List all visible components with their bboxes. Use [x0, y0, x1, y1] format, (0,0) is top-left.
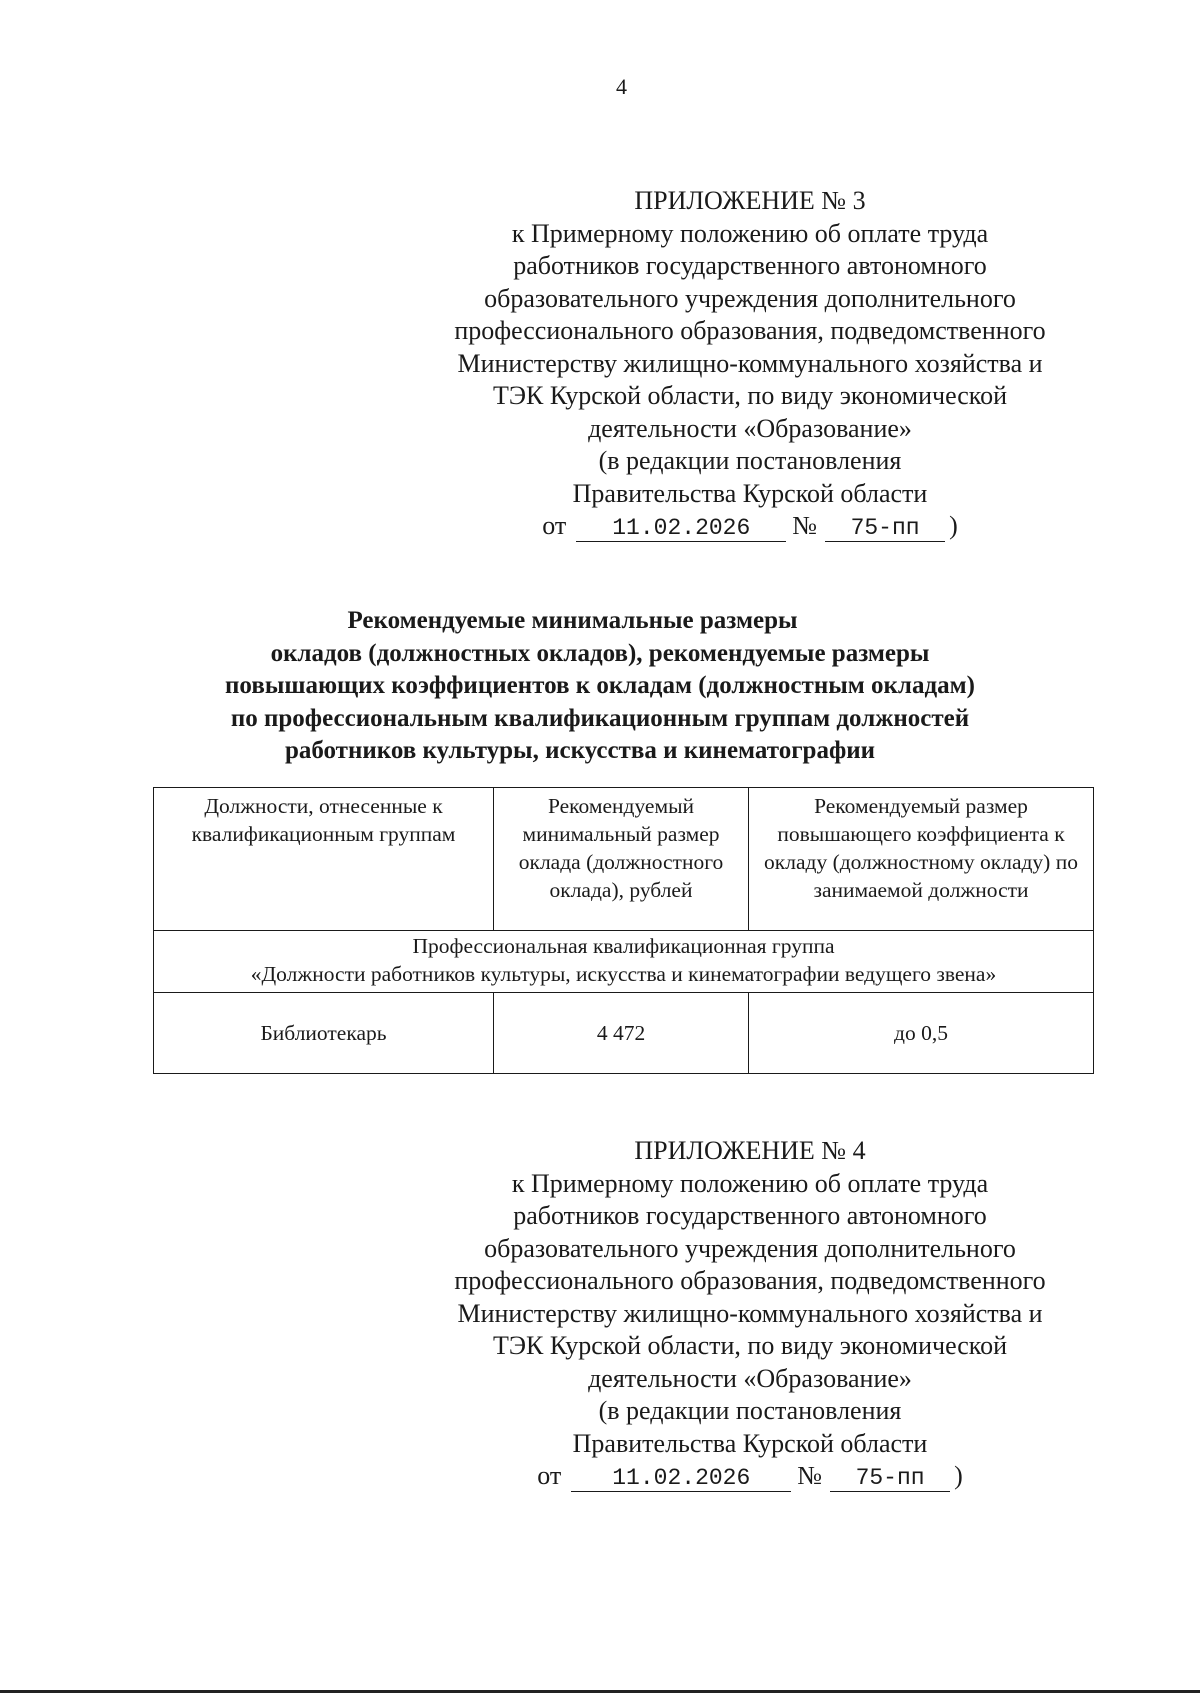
- appendix-4-line: (в редакции постановления: [598, 1396, 902, 1425]
- header-coefficient: Рекомендуемый размер повышающего коэффициента к окладу (должностному окладу) по занимаемой должности: [749, 788, 1094, 931]
- page-number: 4: [616, 74, 627, 99]
- appendix-4-line: профессионального образования, подведомственного: [454, 1266, 1046, 1295]
- appendix-4-date: 11.02.2026: [571, 1465, 791, 1492]
- cell-position: Библиотекарь: [154, 993, 494, 1074]
- appendix-3-number: 75-пп: [825, 515, 945, 542]
- title-line: повышающих коэффициентов к окладам (должностным окладам): [225, 672, 975, 699]
- appendix-3-line: профессионального образования, подведомственного: [454, 316, 1046, 345]
- appendix-4-line: к Примерному положению об оплате труда: [511, 1168, 989, 1198]
- group-title-line-1: Профессиональная квалификационная группа: [412, 934, 835, 958]
- appendix-4-line: образовательного учреждения дополнительного: [484, 1233, 1016, 1263]
- cell-salary: 4 472: [494, 993, 749, 1074]
- date-prefix: от: [542, 511, 567, 540]
- header-position: Должности, отнесенные к квалификационным группам: [154, 788, 494, 931]
- appendix-4-line: деятельности «Образование»: [588, 1363, 912, 1393]
- appendix-3-date-line: [420, 510, 1080, 543]
- appendix-4-date-line: [420, 1460, 1080, 1493]
- appendix-3-line: ТЭК Курской области, по виду экономической: [492, 381, 1008, 410]
- appendix-3-line: образовательного учреждения дополнительного: [484, 283, 1016, 313]
- appendix-3-line: деятельности «Образование»: [588, 413, 912, 443]
- title-line: Рекомендуемые минимальные размеры: [347, 607, 798, 634]
- document-title: [150, 605, 1050, 768]
- group-title: [154, 931, 1094, 993]
- appendix-3-line: работников государственного автономного: [513, 251, 987, 280]
- appendix-4-number: 75-пп: [830, 1465, 950, 1492]
- cell-coefficient: до 0,5: [749, 993, 1094, 1074]
- appendix-3-title: ПРИЛОЖЕНИЕ № 3: [634, 186, 866, 215]
- number-prefix: №: [792, 511, 818, 540]
- table-row: [154, 993, 1094, 1074]
- appendix-3-line: Министерству жилищно-коммунального хозяйства и: [457, 348, 1043, 378]
- title-line: работников культуры, искусства и кинематографии: [284, 737, 876, 764]
- appendix-4-line: ТЭК Курской области, по виду экономической: [492, 1331, 1008, 1360]
- appendix-4-header: [420, 1135, 1080, 1493]
- appendix-4-line: Правительства Курской области: [572, 1428, 928, 1458]
- closing-paren: ): [954, 1461, 963, 1490]
- table-header-row: [154, 788, 1094, 931]
- closing-paren: ): [949, 511, 958, 540]
- date-prefix: от: [537, 1461, 562, 1490]
- scan-bottom-edge: [0, 1690, 1200, 1693]
- appendix-4-line: работников государственного автономного: [513, 1201, 987, 1230]
- appendix-3-header: [420, 185, 1080, 543]
- appendix-3-line: Правительства Курской области: [572, 478, 928, 508]
- salary-table: [153, 787, 1094, 1074]
- number-prefix: №: [797, 1461, 823, 1490]
- group-title-line-2: «Должности работников культуры, искусства и кинематографии ведущего звена»: [250, 962, 997, 986]
- table-group-row: [154, 931, 1094, 993]
- appendix-3-line: (в редакции постановления: [598, 446, 902, 475]
- header-salary: Рекомендуемый минимальный размер оклада (должностного оклада), рублей: [494, 788, 749, 931]
- appendix-3-line: к Примерному положению об оплате труда: [511, 218, 989, 248]
- appendix-4-line: Министерству жилищно-коммунального хозяйства и: [457, 1298, 1043, 1328]
- appendix-3-date: 11.02.2026: [576, 515, 786, 542]
- title-line: по профессиональным квалификационным группам должностей: [230, 704, 970, 732]
- appendix-4-title: ПРИЛОЖЕНИЕ № 4: [634, 1136, 866, 1165]
- title-line: окладов (должностных окладов), рекомендуемые размеры: [270, 639, 930, 667]
